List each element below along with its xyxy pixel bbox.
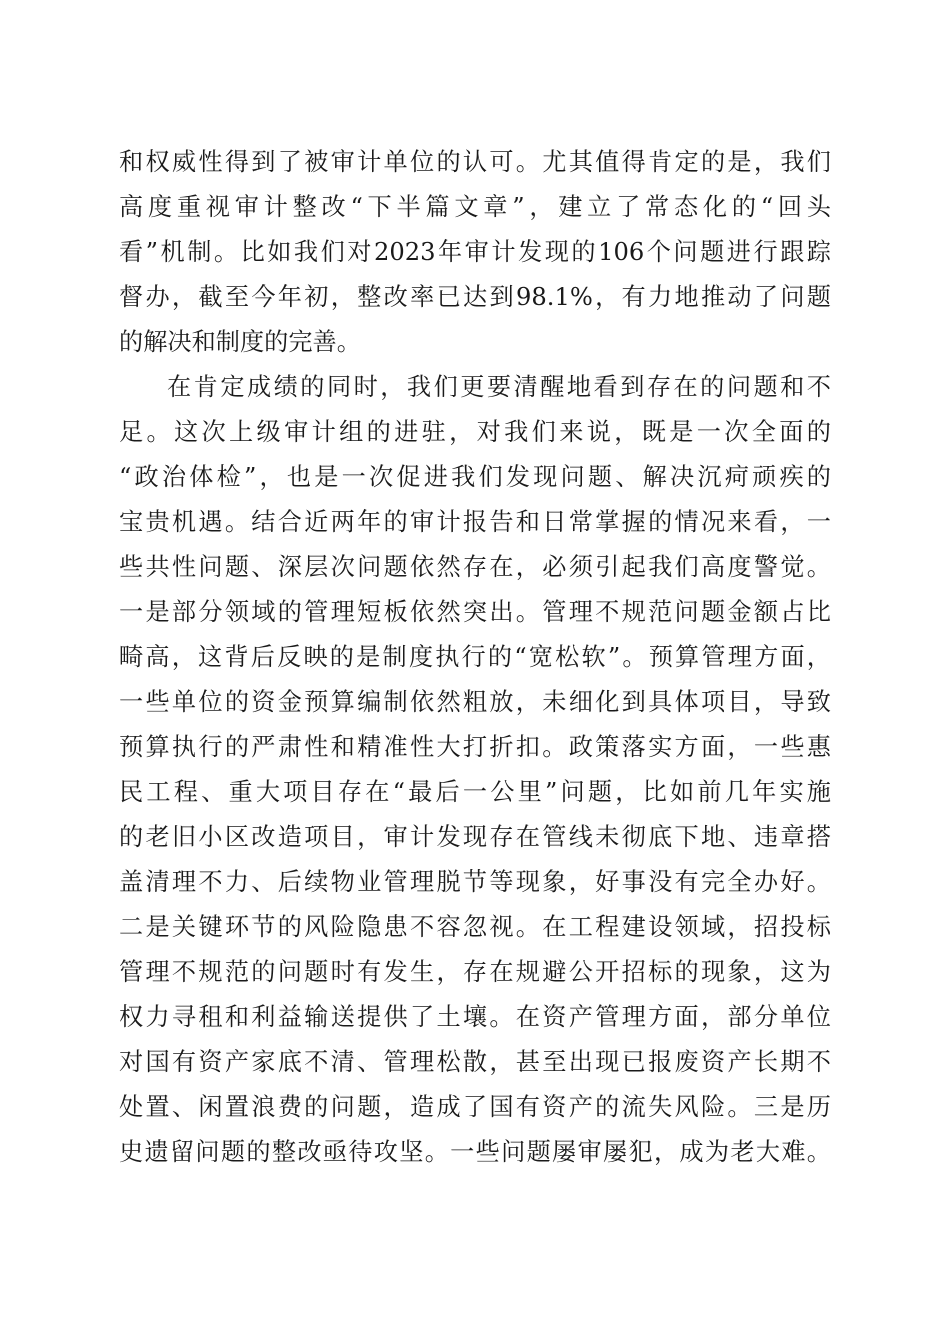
text-line: 对国有资产家底不清、管理松散，甚至出现已报废资产长期不 bbox=[119, 1048, 831, 1076]
text-line: 史遗留问题的整改亟待攻坚。一些问题屡审屡犯，成为老大难。 bbox=[119, 1138, 831, 1166]
text-line: 一些单位的资金预算编制依然粗放，未细化到具体项目，导致 bbox=[119, 688, 831, 716]
text-line: 权力寻租和利益输送提供了土壤。在资产管理方面，部分单位 bbox=[119, 1003, 831, 1031]
text-line: 高度重视审计整改“下半篇文章”，建立了常态化的“回头 bbox=[119, 193, 831, 221]
text-line: 些共性问题、深层次问题依然存在，必须引起我们高度警觉。 bbox=[119, 553, 831, 581]
text-line: 处置、闲置浪费的问题，造成了国有资产的流失风险。三是历 bbox=[119, 1093, 831, 1121]
body-text bbox=[119, 140, 831, 1175]
text-line: 二是关键环节的风险隐患不容忽视。在工程建设领域，招投标 bbox=[119, 913, 831, 941]
text-line: 预算执行的严肃性和精准性大打折扣。政策落实方面，一些惠 bbox=[119, 733, 831, 761]
text-line: 盖清理不力、后续物业管理脱节等现象，好事没有完全办好。 bbox=[119, 868, 831, 896]
text-line: 在肯定成绩的同时，我们更要清醒地看到存在的问题和不 bbox=[167, 373, 831, 401]
text-line: 足。这次上级审计组的进驻，对我们来说，既是一次全面的 bbox=[119, 418, 831, 446]
text-line: 管理不规范的问题时有发生，存在规避公开招标的现象，这为 bbox=[119, 958, 831, 986]
text-line: 民工程、重大项目存在“最后一公里”问题，比如前几年实施 bbox=[119, 778, 831, 806]
text-line: 督办，截至今年初，整改率已达到98.1%，有力地推动了问题 bbox=[119, 283, 831, 311]
text-line: 畸高，这背后反映的是制度执行的“宽松软”。预算管理方面， bbox=[119, 643, 831, 671]
text-line: 看”机制。比如我们对2023年审计发现的106个问题进行跟踪 bbox=[119, 238, 831, 266]
text-line: 和权威性得到了被审计单位的认可。尤其值得肯定的是，我们 bbox=[119, 148, 831, 176]
text-line: 的解决和制度的完善。 bbox=[119, 328, 361, 356]
text-line: “政治体检”，也是一次促进我们发现问题、解决沉疴顽疾的 bbox=[119, 463, 831, 491]
text-line: 一是部分领域的管理短板依然突出。管理不规范问题金额占比 bbox=[119, 598, 831, 626]
text-line: 的老旧小区改造项目，审计发现存在管线未彻底下地、违章搭 bbox=[119, 823, 831, 851]
text-line: 宝贵机遇。结合近两年的审计报告和日常掌握的情况来看，一 bbox=[119, 508, 831, 536]
